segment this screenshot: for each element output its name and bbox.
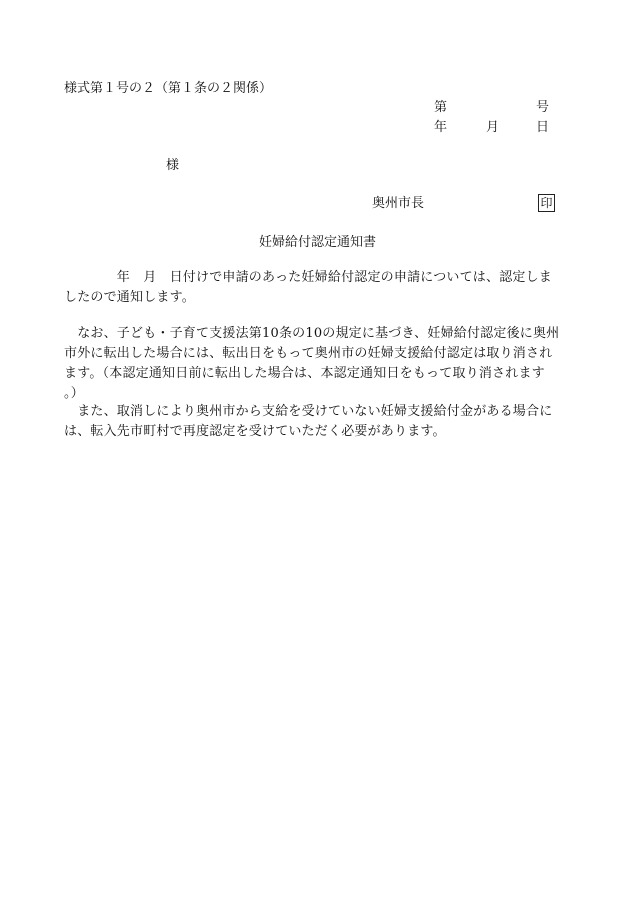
document-title: 妊婦給付認定通知書 [259,235,377,250]
addressee-honorific: 様 [166,158,180,173]
paragraph-line: 年 月 日付けで申請のあった妊婦給付認定の申請については、認定しま [64,270,553,285]
paragraph-reapplication-notice [64,402,584,442]
paragraph-line: また、取消しにより奥州市から支給を受けていない妊婦支援給付金がある場合に [64,404,553,419]
document-number-suffix: 号 [536,100,550,115]
date-day-label: 日 [536,120,550,135]
document-number-prefix: 第 [434,100,448,115]
issuer-name: 奥州市長 [372,196,425,211]
paragraph-line: は、転入先市町村で再度認定を受けていただく必要があります。 [64,424,446,439]
paragraph-line: なお、子ども・子育て支援法第10条の10の規定に基づき、妊婦給付認定後に奥州 [64,326,560,341]
paragraph-approval [64,268,584,308]
date-month-label: 月 [486,120,500,135]
seal-box: 印 [538,194,555,212]
paragraph-line: したので通知します。 [64,290,195,305]
paragraph-line: 。） [64,386,84,401]
paragraph-line: 市外に転出した場合には、転出日をもって奥州市の妊婦支援給付認定は取り消され [64,346,553,361]
paragraph-line: ます。（本認定通知日前に転出した場合は、本認定通知日をもって取り消されます [64,366,545,381]
paragraph-revocation-notice [64,324,584,404]
form-number-label: 様式第１号の２（第１条の２関係） [64,81,273,96]
date-year-label: 年 [434,120,448,135]
